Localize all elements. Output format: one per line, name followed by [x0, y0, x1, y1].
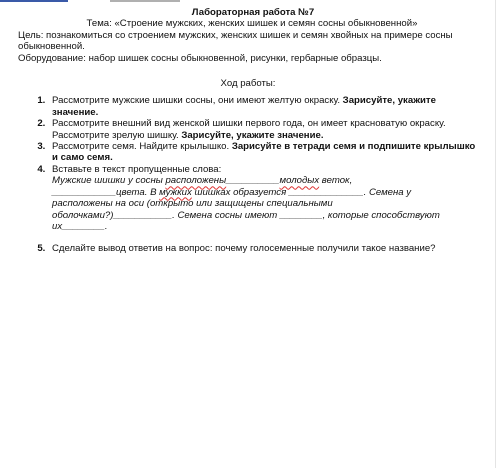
fill-s2-end: . Семена у [363, 186, 412, 198]
step-2 [48, 118, 478, 141]
doc-title: Лабораторная работа №7 [191, 7, 315, 18]
fill-s5: их [52, 220, 63, 232]
fill-blank-4: ___________ [113, 209, 173, 221]
fill-s4: оболочками?) [52, 209, 114, 221]
fill-s4-end: , которые способствуют [322, 209, 440, 221]
fill-blank-3: ______________ [288, 186, 364, 198]
fill-s2: цвета. В [116, 186, 157, 198]
doc-topic: Тема: «Строение мужских, женских шишек и семян сосны обыкновенной» [86, 18, 418, 30]
step-3-text: Рассмотрите семя. Найдите крылышко. [52, 141, 230, 153]
fill-blank-2: ____________ [52, 186, 117, 198]
fill-s4-mid: . Семена сосны имеют [172, 209, 280, 221]
course-heading: Ход работы: [220, 78, 276, 90]
step-3-bold: Зарисуйте в тетради семя и подпишите крылышко и само семя. [52, 141, 476, 164]
step-1 [48, 95, 478, 118]
steps-list [18, 95, 478, 254]
step-3 [48, 141, 478, 164]
step-1-bold: Зарисуйте, укажите значение. [52, 95, 436, 118]
document-page [18, 7, 478, 255]
fill-s1-red2: молодых [279, 175, 320, 187]
step-4-text: Вставьте в текст пропущенные слова: [52, 163, 222, 175]
step-2-text: Рассмотрите внешний вид женской шишки первого года, он имеет красноватую окраску. Рассмотрите зрелую шишку. [52, 118, 446, 141]
step-1-text: Рассмотрите мужские шишки сосны, они имеют желтую окраску. [52, 95, 341, 107]
fill-s3: расположены на оси (открыто или защищены специальными [52, 198, 333, 210]
top-blue-line [0, 0, 68, 2]
doc-equipment: Оборудование: набор шишек сосны обыкновенной, рисунки, гербарные образцы. [18, 52, 382, 64]
step-4 [48, 164, 478, 232]
right-edge-line [495, 0, 496, 468]
fill-s2-mid: шишках образуется [191, 186, 289, 198]
fill-in-text [52, 175, 478, 232]
step-2-bold: Зарисуйте, укажите значение. [178, 129, 324, 141]
step-5-text: Сделайте вывод ответив на вопрос: почему голосеменные получили такое название? [52, 243, 436, 255]
fill-blank-1: __________ [226, 175, 280, 187]
fill-s1-end: веток, [319, 175, 353, 187]
fill-blank-6: ________ [62, 220, 105, 232]
fill-blank-5: ________ [279, 209, 323, 221]
top-edge-strip [0, 0, 500, 4]
top-gray-line [110, 0, 180, 2]
fill-s1-red: расположены [165, 175, 227, 187]
fill-s1: Мужские шишки у сосны [52, 175, 163, 187]
fill-s2-red: мужких [159, 186, 192, 198]
fill-s5-end: . [104, 220, 108, 232]
step-5 [48, 243, 478, 254]
doc-goal: Цель: познакомиться со строением мужских, женских шишек и семян хвойных на примере сосны обыкновенной. [18, 29, 453, 53]
